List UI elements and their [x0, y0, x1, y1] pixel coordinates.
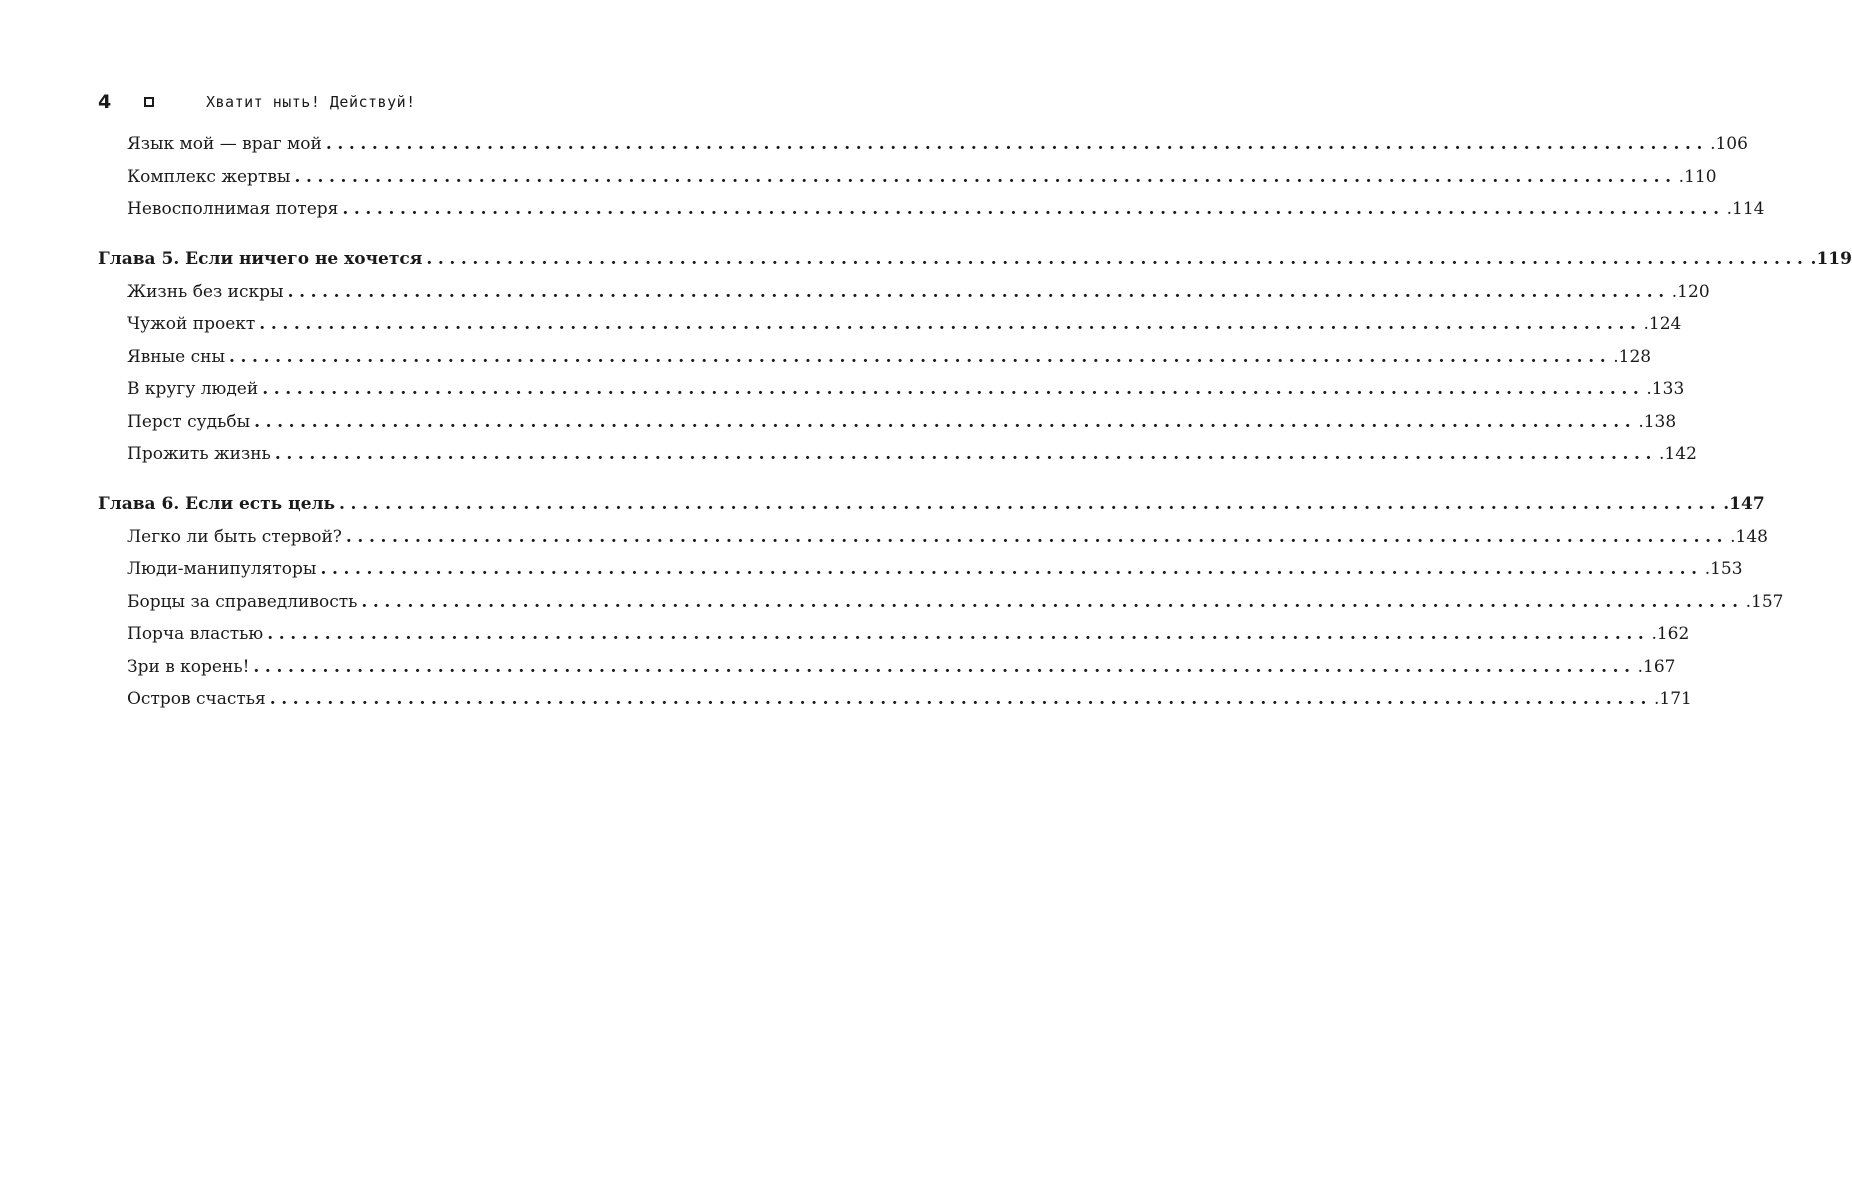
dot-leader: ........................................................................................................................ [267, 624, 1650, 644]
dot-leader: ........................................................................................................................ [259, 314, 1642, 334]
toc-entry-title: Прожить жизнь [127, 444, 271, 464]
toc-entry-title: Остров счастья [127, 689, 266, 709]
book-title: Хватит ныть! Действуй! [206, 93, 416, 111]
toc-entry [98, 586, 1784, 619]
toc-entry-page: .120 [1671, 281, 1710, 302]
toc-entry-page: .110 [1678, 166, 1717, 187]
square-bullet-icon [144, 97, 154, 107]
toc-entry [98, 161, 1717, 194]
toc-entry-title: Легко ли быть стервой? [127, 526, 342, 547]
toc-entry-page: .157 [1745, 591, 1784, 612]
toc-entry-title: Жизнь без искры [127, 281, 284, 302]
toc-entry [98, 553, 1743, 586]
chapter-title: Глава 5. Если ничего не хочется [98, 248, 423, 269]
toc-entry [98, 128, 1748, 161]
toc-entry-title: Явные сны [127, 346, 226, 367]
toc-entry-title: Язык мой — враг мой [127, 134, 322, 154]
toc-entry-page: .148 [1730, 526, 1768, 547]
toc-entry-page: .162 [1651, 624, 1690, 644]
toc-chapter-6 [98, 487, 1765, 521]
toc-entry [98, 683, 1692, 716]
dot-leader: ........................................................................................................................ [342, 199, 1725, 219]
dot-leader: ........................................................................................................................ [229, 346, 1612, 367]
toc-entry-page: .153 [1704, 559, 1743, 579]
toc-entry [98, 276, 1710, 309]
dot-leader: ........................................................................................................................ [345, 526, 1729, 547]
dot-leader: ........................................................................................................................ [320, 559, 1703, 579]
toc-entry-title: Комплекс жертвы [127, 166, 291, 187]
toc-entry [98, 618, 1690, 651]
dot-leader: ........................................................................................................................ [253, 656, 1636, 677]
dot-leader: ........................................................................................................................ [339, 493, 1722, 514]
running-header [98, 88, 738, 116]
toc-entry [98, 521, 1768, 554]
toc-entry [98, 308, 1682, 341]
toc-entry-page: .124 [1643, 314, 1682, 334]
dot-leader: ........................................................................................................................ [325, 134, 1709, 154]
chapter-page: .119 [1810, 248, 1852, 269]
table-of-contents [98, 128, 1852, 716]
toc-entry-title: Невосполнимая потеря [127, 199, 339, 219]
dot-leader: ........................................................................................................................ [361, 591, 1744, 612]
dot-leader: ........................................................................................................................ [294, 166, 1677, 187]
toc-entry [98, 373, 1685, 406]
toc-entry-title: Зри в корень! [127, 656, 250, 677]
toc-entry-page: .138 [1638, 411, 1677, 432]
toc-entry-page: .167 [1637, 656, 1676, 677]
toc-entry-title: Борцы за справедливость [127, 591, 358, 612]
chapter-page: .147 [1723, 493, 1765, 514]
dot-leader: ........................................................................................................................ [254, 411, 1637, 432]
dot-leader: ........................................................................................................................ [262, 379, 1645, 399]
chapter-title: Глава 6. Если есть цель [98, 493, 336, 514]
toc-entry [98, 438, 1697, 471]
toc-entry-title: Чужой проект [127, 314, 256, 334]
toc-entry-page: .142 [1659, 444, 1697, 464]
toc-entry [98, 193, 1765, 226]
toc-chapter-5 [98, 242, 1852, 276]
toc-entry-title: В кругу людей [127, 379, 259, 399]
toc-entry [98, 651, 1676, 684]
toc-entry-page: .106 [1710, 134, 1748, 154]
dot-leader: ........................................................................................................................ [287, 281, 1670, 302]
dot-leader: ........................................................................................................................ [426, 248, 1809, 269]
toc-entry-title: Порча властью [127, 624, 264, 644]
toc-entry-page: .128 [1613, 346, 1652, 367]
toc-entry-page: .133 [1646, 379, 1685, 399]
toc-entry [98, 406, 1677, 439]
toc-entry-title: Люди-манипуляторы [127, 559, 317, 579]
toc-entry-title: Перст судьбы [127, 411, 251, 432]
dot-leader: ........................................................................................................................ [274, 444, 1658, 464]
page-number: 4 [98, 91, 112, 113]
toc-entry [98, 341, 1652, 374]
toc-entry-page: .114 [1726, 199, 1765, 219]
dot-leader: ........................................................................................................................ [269, 689, 1652, 709]
toc-entry-page: .171 [1653, 689, 1692, 709]
